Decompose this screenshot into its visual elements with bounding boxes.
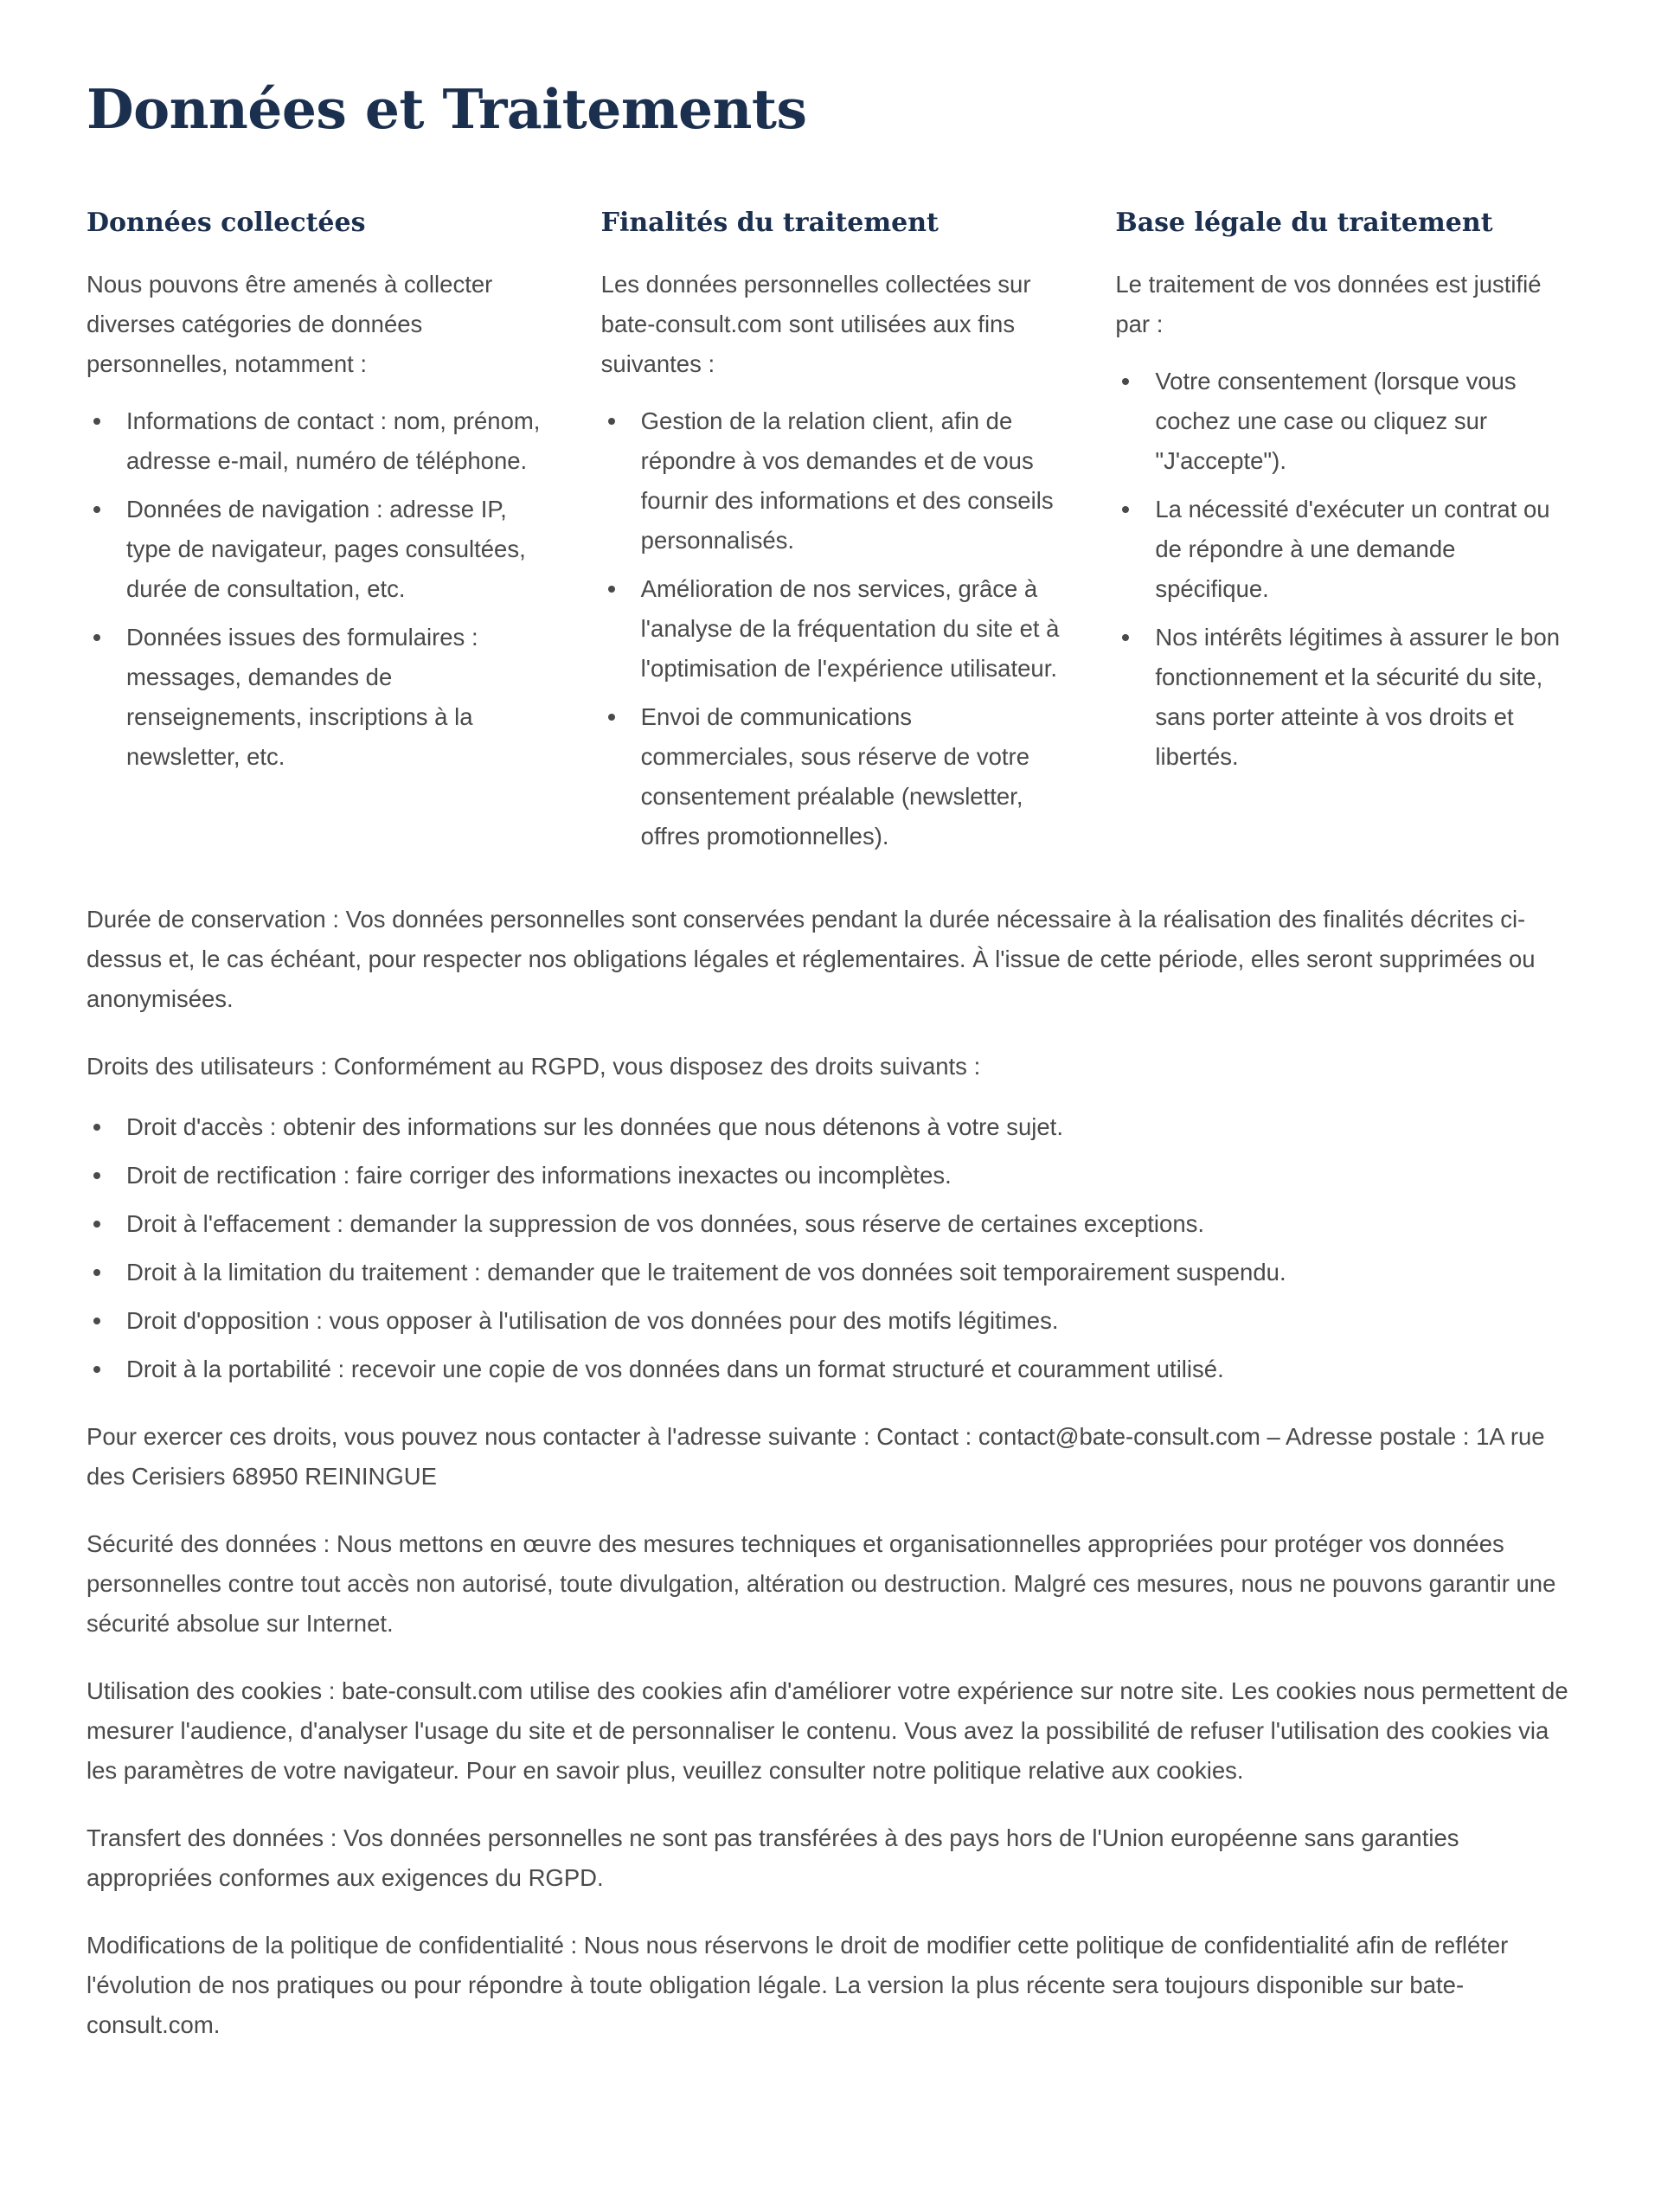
column-intro: Nous pouvons être amenés à collecter diverses catégories de données personnelles, notamment :: [87, 271, 493, 377]
list-item: Droit d'opposition : vous opposer à l'utilisation de vos données pour des motifs légitimes.: [126, 1301, 1574, 1341]
column-list: [1115, 362, 1574, 777]
body-text: [87, 900, 1574, 2045]
column-intro: Le traitement de vos données est justifié par :: [1115, 271, 1542, 337]
security-paragraph: Sécurité des données : Nous mettons en œuvre des mesures techniques et organisationnelles appropriées pour protéger vos données personnelles contre tout accès non autorisé, toute divulgation, altération ou destruction. Malgré ces mesures, nous ne pouvons garantir une sécurité absolue sur Internet.: [87, 1530, 1556, 1637]
list-item: Données issues des formulaires : messages, demandes de renseignements, inscriptions à la newsletter, etc.: [126, 618, 546, 777]
column-heading: Finalités du traitement: [600, 208, 939, 238]
list-item: Amélioration de nos services, grâce à l'analyse de la fréquentation du site et à l'optimisation de l'expérience utilisateur.: [641, 569, 1061, 689]
column-intro: Les données personnelles collectées sur bate-consult.com sont utilisées aux fins suivantes :: [600, 271, 1031, 377]
column-heading: Données collectées: [87, 208, 366, 238]
column-donnees-collectees: [87, 206, 546, 865]
list-item: Données de navigation : adresse IP, type de navigateur, pages consultées, durée de consultation, etc.: [126, 490, 546, 609]
column-base-legale: [1115, 206, 1574, 865]
column-finalites: [601, 206, 1061, 865]
list-item: Droit à la portabilité : recevoir une copie de vos données dans un format structuré et couramment utilisé.: [126, 1350, 1574, 1389]
rights-list: [87, 1107, 1574, 1389]
cookies-paragraph: Utilisation des cookies : bate-consult.com utilise des cookies afin d'améliorer votre expérience sur notre site. Les cookies nous permettent de mesurer l'audience, d'analyser l'usage du site et de personnaliser le contenu. Vous avez la possibilité de refuser l'utilisation des cookies via les paramètres de votre navigateur. Pour en savoir plus, veuillez consulter notre politique relative aux cookies.: [87, 1677, 1568, 1784]
list-item: Droit de rectification : faire corriger des informations inexactes ou incomplètes.: [126, 1156, 1574, 1196]
list-item: Votre consentement (lorsque vous cochez une case ou cliquez sur "J'accepte").: [1155, 362, 1574, 481]
list-item: Informations de contact : nom, prénom, adresse e-mail, numéro de téléphone.: [126, 401, 546, 481]
column-list: [601, 401, 1061, 856]
column-list: [87, 401, 546, 777]
list-item: Droit à la limitation du traitement : demander que le traitement de vos données soit temporairement suspendu.: [126, 1253, 1574, 1292]
list-item: Droit à l'effacement : demander la suppression de vos données, sous réserve de certaines exceptions.: [126, 1204, 1574, 1244]
column-heading: Base légale du traitement: [1115, 208, 1493, 238]
retention-paragraph: Durée de conservation : Vos données personnelles sont conservées pendant la durée nécessaire à la réalisation des finalités décrites ci-dessus et, le cas échéant, pour respecter nos obligations légales et réglementaires. À l'issue de cette période, elles seront supprimées ou anonymisées.: [87, 906, 1536, 1012]
transfer-paragraph: Transfert des données : Vos données personnelles ne sont pas transférées à des pays hors de l'Union européenne sans garanties appropriées conformes aux exigences du RGPD.: [87, 1824, 1459, 1891]
page-title: Données et Traitements: [87, 77, 807, 141]
contact-paragraph: Pour exercer ces droits, vous pouvez nous contacter à l'adresse suivante : Contact : contact@bate-consult.com – Adresse postale : 1A rue des Cerisiers 68950 REININGUE: [87, 1423, 1545, 1490]
modifications-paragraph: Modifications de la politique de confidentialité : Nous nous réservons le droit de modifier cette politique de confidentialité afin de refléter l'évolution de nos pratiques ou pour répondre à toute obligation légale. La version la plus récente sera toujours disponible sur bate-consult.com.: [87, 1932, 1509, 2038]
list-item: Gestion de la relation client, afin de répondre à vos demandes et de vous fournir des informations et des conseils personnalisés.: [641, 401, 1061, 561]
list-item: La nécessité d'exécuter un contrat ou de répondre à une demande spécifique.: [1155, 490, 1574, 609]
list-item: Envoi de communications commerciales, sous réserve de votre consentement préalable (newsletter, offres promotionnelles).: [641, 697, 1061, 856]
list-item: Droit d'accès : obtenir des informations sur les données que nous détenons à votre sujet.: [126, 1107, 1574, 1147]
columns: [87, 206, 1574, 865]
rights-intro: Droits des utilisateurs : Conformément au RGPD, vous disposez des droits suivants :: [87, 1053, 981, 1080]
list-item: Nos intérêts légitimes à assurer le bon fonctionnement et la sécurité du site, sans porter atteinte à vos droits et libertés.: [1155, 618, 1574, 777]
